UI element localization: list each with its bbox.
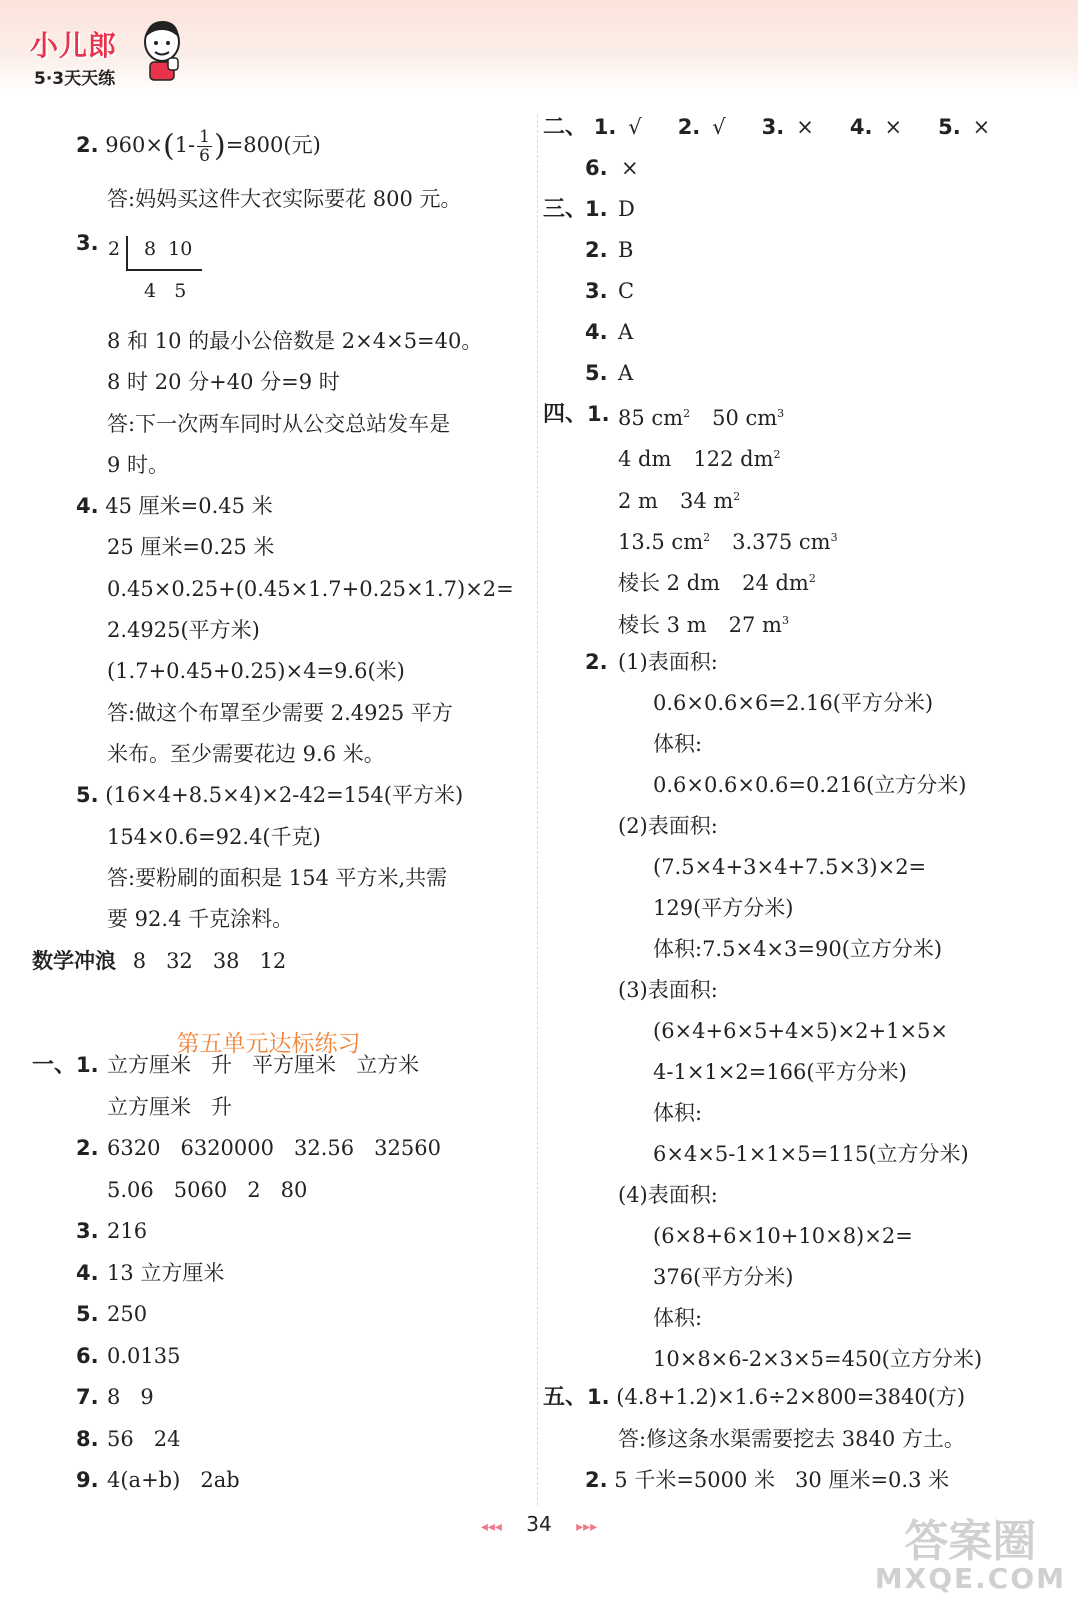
left-q4-line5: (1.7+0.45+0.25)×4=9.6(米) xyxy=(107,659,405,683)
left-q4-line3: 0.45×0.25+(0.45×1.7+0.25×1.7)×2= xyxy=(107,577,514,601)
left-q3-number: 3. xyxy=(76,231,99,255)
left-q5-line4: 要 92.4 千克涂料。 xyxy=(107,907,294,931)
left-q2-formula: 2. 960×(1- $\frac{1}{6}$ )=800(元) xyxy=(76,127,321,166)
list-item xyxy=(76,1258,224,1288)
item-text: 4(a+b) 2ab xyxy=(107,1468,240,1492)
list-item xyxy=(76,1216,147,1246)
section-five-q1-line1: 五、1. (4.8+1.2)×1.6÷2×800=3840(方) xyxy=(543,1385,966,1410)
answer-row xyxy=(618,482,740,516)
page-number: 34 xyxy=(526,1512,552,1536)
column-divider xyxy=(537,115,538,1505)
item-number: 1. xyxy=(593,115,617,139)
item-number: 5. xyxy=(585,361,608,385)
list-item xyxy=(76,1299,147,1329)
solution-line: (6×8+6×10+10×8)×2= xyxy=(653,1224,913,1248)
item-number: 1. xyxy=(76,1053,99,1077)
item-number: 4. xyxy=(76,1260,99,1285)
answer-a: 4 dm xyxy=(618,447,672,472)
left-q4-line1: 4. 45 厘米=0.45 米 xyxy=(76,494,273,518)
answer-row xyxy=(618,440,781,474)
solution-line: (6×4+6×5+4×5)×2+1×5× xyxy=(653,1019,948,1043)
mascot-boy-icon xyxy=(138,12,186,84)
exponent: 2 xyxy=(683,407,691,420)
item-text: 216 xyxy=(107,1219,148,1243)
left-q3-line3: 答:下一次两车同时从公交总站发车是 xyxy=(107,412,451,436)
left-q4-line6: 答:做这个布罩至少需要 2.4925 平方 xyxy=(107,701,453,725)
left-q4-line7: 米布。至少需要花边 9.6 米。 xyxy=(107,742,385,766)
solution-line: 10×8×6-2×3×5=450(立方分米) xyxy=(653,1347,983,1371)
left-q3-line4: 9 时。 xyxy=(107,453,170,477)
item-text: D xyxy=(618,197,635,221)
list-item xyxy=(76,1465,240,1495)
answer-a: 85 cm xyxy=(618,406,684,430)
section-two-row1: 二、 1. √ 2. √ 3. × 4. × 5. × xyxy=(543,115,991,140)
item-number: 5. xyxy=(938,115,961,139)
item-text: 56 24 xyxy=(107,1426,181,1451)
series-name: 5·3天天练 xyxy=(34,69,116,89)
short-division: 2 8 10 4 5 xyxy=(108,236,208,308)
answer-b: 50 cm xyxy=(712,406,778,430)
solution-line: 0.6×0.6×0.6=0.216(立方分米) xyxy=(653,773,967,797)
solution-line: 0.6×0.6×6=2.16(平方分米) xyxy=(653,691,934,715)
exponent: 2 xyxy=(733,489,741,503)
section-five-q1-line2: 答:修这条水渠需要挖去 3840 方土。 xyxy=(618,1427,965,1451)
left-q3-line2: 8 时 20 分+40 分=9 时 xyxy=(107,370,340,394)
solution-line: 129(平方分米) xyxy=(653,896,794,920)
item-text: B xyxy=(618,238,634,262)
list-item xyxy=(76,1050,419,1080)
solution-line: 6×4×5-1×1×5=115(立方分米) xyxy=(653,1142,969,1166)
section-four-q2-number: 2. xyxy=(585,650,608,674)
answer-a: 13.5 cm xyxy=(618,529,704,554)
unit-title: 第五单元达标练习 xyxy=(176,1031,361,1057)
item-number: 3. xyxy=(76,1219,99,1243)
answer-b: 122 dm xyxy=(693,447,774,472)
solution-line: (7.5×4+3×4+7.5×3)×2= xyxy=(653,855,927,879)
left-q5-line3: 答:要粉刷的面积是 154 平方米,共需 xyxy=(107,866,448,890)
solution-line: (2)表面积: xyxy=(618,814,718,838)
item-number: 3. xyxy=(761,115,785,139)
challenge-label: 数学冲浪 xyxy=(32,949,116,973)
list-item xyxy=(585,358,633,388)
solution-line: 体积: xyxy=(653,1101,703,1125)
answer-b: 27 m xyxy=(728,612,782,637)
solution-line: (4)表面积: xyxy=(618,1183,718,1207)
section-five-q2-line1: 2. 5 千米=5000 米 30 厘米=0.3 米 xyxy=(585,1468,950,1492)
item-number: 4. xyxy=(585,320,608,344)
brand-logo: 小儿郎 xyxy=(30,29,118,62)
item-mark: √ xyxy=(628,115,642,139)
solution-line: 体积:7.5×4×3=90(立方分米) xyxy=(653,937,943,961)
item-number: 7. xyxy=(76,1385,99,1409)
list-item xyxy=(585,235,633,265)
next-arrows-icon: ▸▸▸ xyxy=(576,1519,598,1535)
item-mark: × xyxy=(796,115,814,139)
item-number: 2. xyxy=(677,115,701,139)
page-header xyxy=(0,0,1078,92)
item-number: 2. xyxy=(76,1136,99,1160)
item-number: 5. xyxy=(76,1302,99,1326)
item-number: 4. xyxy=(849,115,873,139)
exponent: 3 xyxy=(777,407,785,420)
left-q5-line1: 5. (16×4+8.5×4)×2-42=154(平方米) xyxy=(76,783,464,807)
item-number: 3. xyxy=(585,279,608,303)
item-mark: √ xyxy=(712,115,726,139)
list-item xyxy=(585,194,635,224)
list-item xyxy=(585,317,633,347)
answer-a: 2 m xyxy=(618,488,658,513)
exponent: 2 xyxy=(703,530,711,544)
item-text: 5.06 5060 2 80 xyxy=(107,1177,308,1202)
item-text: 立方厘米 升 xyxy=(107,1094,233,1119)
left-q3-line1: 8 和 10 的最小公倍数是 2×4×5=40。 xyxy=(107,329,483,353)
item-number: 9. xyxy=(76,1468,99,1492)
item-number: 1. xyxy=(585,197,608,221)
item-number: 6. xyxy=(76,1343,99,1368)
section-three-label: 三、 xyxy=(543,197,588,222)
solution-line: 体积: xyxy=(653,1306,703,1330)
challenge-row xyxy=(32,946,286,976)
solution-line: (1)表面积: xyxy=(618,650,718,674)
left-q2-answer: 答:妈妈买这件大衣实际要花 800 元。 xyxy=(107,187,462,211)
answer-row xyxy=(618,606,789,640)
list-item xyxy=(76,1424,180,1454)
answer-a: 棱长 2 dm xyxy=(618,571,721,596)
answer-row xyxy=(618,399,784,433)
solution-line: 体积: xyxy=(653,732,703,756)
challenge-values: 8 32 38 12 xyxy=(132,949,287,973)
answer-b: 24 dm xyxy=(742,571,809,596)
answer-b: 34 m xyxy=(679,488,734,513)
list-item xyxy=(76,1092,232,1122)
item-text: 6320 6320000 32.56 32560 xyxy=(107,1136,441,1160)
list-item xyxy=(76,1382,154,1412)
exponent: 2 xyxy=(808,572,816,586)
exponent: 3 xyxy=(781,613,789,627)
list-item xyxy=(76,1341,180,1371)
prev-arrows-icon: ◂◂◂ xyxy=(480,1519,502,1535)
section-one-label: 一、 xyxy=(32,1053,77,1078)
answer-row xyxy=(618,523,838,557)
item-text: 0.0135 xyxy=(107,1343,181,1368)
section-four-label: 四、1. xyxy=(543,402,610,427)
answer-b: 3.375 cm xyxy=(732,529,831,554)
item-text: 250 xyxy=(107,1302,148,1326)
item-text: 13 立方厘米 xyxy=(107,1260,225,1285)
solution-line: 4-1×1×2=166(平方分米) xyxy=(653,1060,907,1084)
left-q4-line2: 25 厘米=0.25 米 xyxy=(107,535,275,559)
answer-row xyxy=(618,564,816,598)
item-mark: × xyxy=(972,115,991,139)
fraction: $\frac{1}{6}$ xyxy=(199,127,210,166)
left-q4-line4: 2.4925(平方米) xyxy=(107,618,260,642)
solution-line: 376(平方分米) xyxy=(653,1265,794,1289)
list-item xyxy=(76,1133,441,1163)
list-item xyxy=(76,1175,307,1205)
item-text: 立方厘米 升 平方厘米 立方米 xyxy=(107,1053,420,1077)
answer-a: 棱长 3 m xyxy=(618,612,707,637)
left-q5-line2: 154×0.6=92.4(千克) xyxy=(107,825,321,849)
item-number: 8. xyxy=(76,1426,99,1451)
solution-line: (3)表面积: xyxy=(618,978,718,1002)
item-text: A xyxy=(618,320,634,344)
item-text: 8 9 xyxy=(107,1385,154,1409)
exponent: 3 xyxy=(830,530,838,544)
exponent: 2 xyxy=(773,448,781,462)
watermark: 答案圈 MXQE.COM xyxy=(874,1516,1066,1595)
item-mark: × xyxy=(884,115,903,139)
item-number: 2. xyxy=(585,238,608,262)
section-two-row2: 6. × xyxy=(585,156,639,180)
list-item xyxy=(585,276,634,306)
item-text: C xyxy=(618,279,635,303)
item-text: A xyxy=(618,361,634,385)
